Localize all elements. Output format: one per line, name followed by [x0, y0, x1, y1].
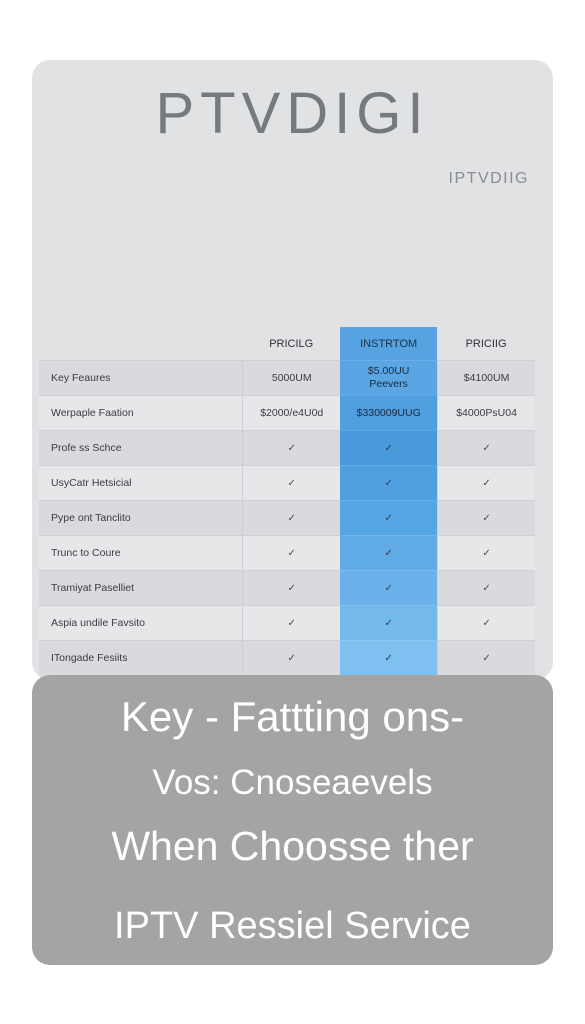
- plan-highlight-cell: [340, 430, 437, 465]
- table-row: [39, 360, 535, 395]
- plan-a-cell: [242, 500, 340, 535]
- cell-text: ✓: [482, 653, 491, 664]
- plan-highlight-cell: [340, 395, 437, 430]
- plan-c-cell: [437, 430, 535, 465]
- feature-cell: [39, 465, 242, 500]
- cell-text: ✓: [384, 583, 393, 594]
- header-plan-a: PRICILG: [269, 337, 314, 350]
- cell-text: Werpaple Faation: [51, 407, 134, 419]
- table-row: [39, 430, 535, 465]
- cell-text: 5000UM: [271, 372, 312, 384]
- table-body: [39, 360, 535, 675]
- feature-cell: [39, 605, 242, 640]
- plan-c-cell: [437, 605, 535, 640]
- plan-a-cell: [242, 395, 340, 430]
- cell-text: ✓: [287, 443, 296, 454]
- brand-subtitle: IPTVDIIG: [448, 170, 529, 187]
- plan-a-cell: [242, 465, 340, 500]
- table-row: [39, 535, 535, 570]
- plan-c-cell: [437, 570, 535, 605]
- table-row: [39, 500, 535, 535]
- cell-text: Profe ss Schce: [51, 442, 122, 454]
- cell-text: ✓: [482, 478, 491, 489]
- plan-c-cell: [437, 500, 535, 535]
- cell-text: ✓: [287, 548, 296, 559]
- plan-c-cell: [437, 360, 535, 395]
- cell-text: ✓: [384, 618, 393, 629]
- cell-text: Tramiyat Paselliet: [51, 582, 135, 594]
- cell-text: $5.00UU Peevers: [367, 365, 410, 390]
- caption-line-2: Vos: Cnoseaevels: [152, 763, 433, 802]
- cell-text: ✓: [384, 653, 393, 664]
- table-row: [39, 395, 535, 430]
- table-row: [39, 570, 535, 605]
- table-row: [39, 605, 535, 640]
- cell-text: ✓: [384, 443, 393, 454]
- cell-text: Aspia undile Favsito: [51, 617, 145, 629]
- plan-highlight-cell: [340, 535, 437, 570]
- plan-highlight-cell: [340, 605, 437, 640]
- feature-cell: [39, 500, 242, 535]
- plan-a-cell: [242, 570, 340, 605]
- feature-cell: [39, 535, 242, 570]
- plan-a-cell: [242, 640, 340, 675]
- cell-text: ✓: [287, 583, 296, 594]
- header-feature: [39, 327, 242, 360]
- cell-text: $330009UUG: [356, 407, 421, 419]
- header-plan-highlight: INSTRTOM: [340, 327, 437, 360]
- plan-highlight-cell: [340, 570, 437, 605]
- cell-text: ✓: [482, 583, 491, 594]
- table-header-row: [39, 327, 535, 360]
- cell-text: ✓: [287, 618, 296, 629]
- plan-a-cell: [242, 605, 340, 640]
- cell-text: Pype ont Tanclito: [51, 512, 131, 524]
- plan-highlight-cell: [340, 640, 437, 675]
- cell-text: ✓: [482, 443, 491, 454]
- feature-cell: [39, 360, 242, 395]
- cell-text: ✓: [482, 548, 491, 559]
- plan-c-cell: [437, 640, 535, 675]
- brand-title: PTVDIGI: [155, 81, 430, 146]
- cell-text: ✓: [384, 548, 393, 559]
- plan-c-cell: [437, 465, 535, 500]
- pricing-card: [32, 60, 553, 680]
- caption-line-4: IPTV Ressiel Service: [114, 905, 471, 947]
- cell-text: Trunc to Coure: [51, 547, 121, 559]
- cell-text: $4000PsU04: [456, 407, 517, 419]
- plan-a-cell: [242, 535, 340, 570]
- feature-cell: [39, 395, 242, 430]
- plan-highlight-cell: [340, 500, 437, 535]
- cell-text: ✓: [482, 513, 491, 524]
- feature-cell: [39, 570, 242, 605]
- cell-text: $2000/e4U0d: [260, 407, 324, 419]
- plan-a-cell: [242, 430, 340, 465]
- cell-text: ✓: [384, 513, 393, 524]
- cell-text: $4100UM: [463, 372, 510, 384]
- plan-highlight-cell: [340, 360, 437, 395]
- pricing-table: [39, 327, 535, 675]
- plan-c-cell: [437, 535, 535, 570]
- cell-text: Key Feaures: [51, 372, 111, 384]
- cell-text: ITongade Fesiits: [51, 652, 128, 664]
- table-row: [39, 640, 535, 675]
- plan-highlight-cell: [340, 465, 437, 500]
- feature-cell: [39, 640, 242, 675]
- table-row: [39, 465, 535, 500]
- caption-banner: [32, 675, 553, 965]
- cell-text: ✓: [287, 653, 296, 664]
- cell-text: ✓: [287, 513, 296, 524]
- plan-c-cell: [437, 395, 535, 430]
- header-plan-c: PRICIIG: [465, 337, 507, 350]
- cell-text: ✓: [287, 478, 296, 489]
- plan-a-cell: [242, 360, 340, 395]
- cell-text: UsyCatr Hetsicial: [51, 477, 132, 489]
- cell-text: ✓: [482, 618, 491, 629]
- cell-text: ✓: [384, 478, 393, 489]
- caption-line-3: When Choosse ther: [111, 823, 474, 869]
- caption-line-1: Key - Fattting ons-: [120, 693, 465, 740]
- feature-cell: [39, 430, 242, 465]
